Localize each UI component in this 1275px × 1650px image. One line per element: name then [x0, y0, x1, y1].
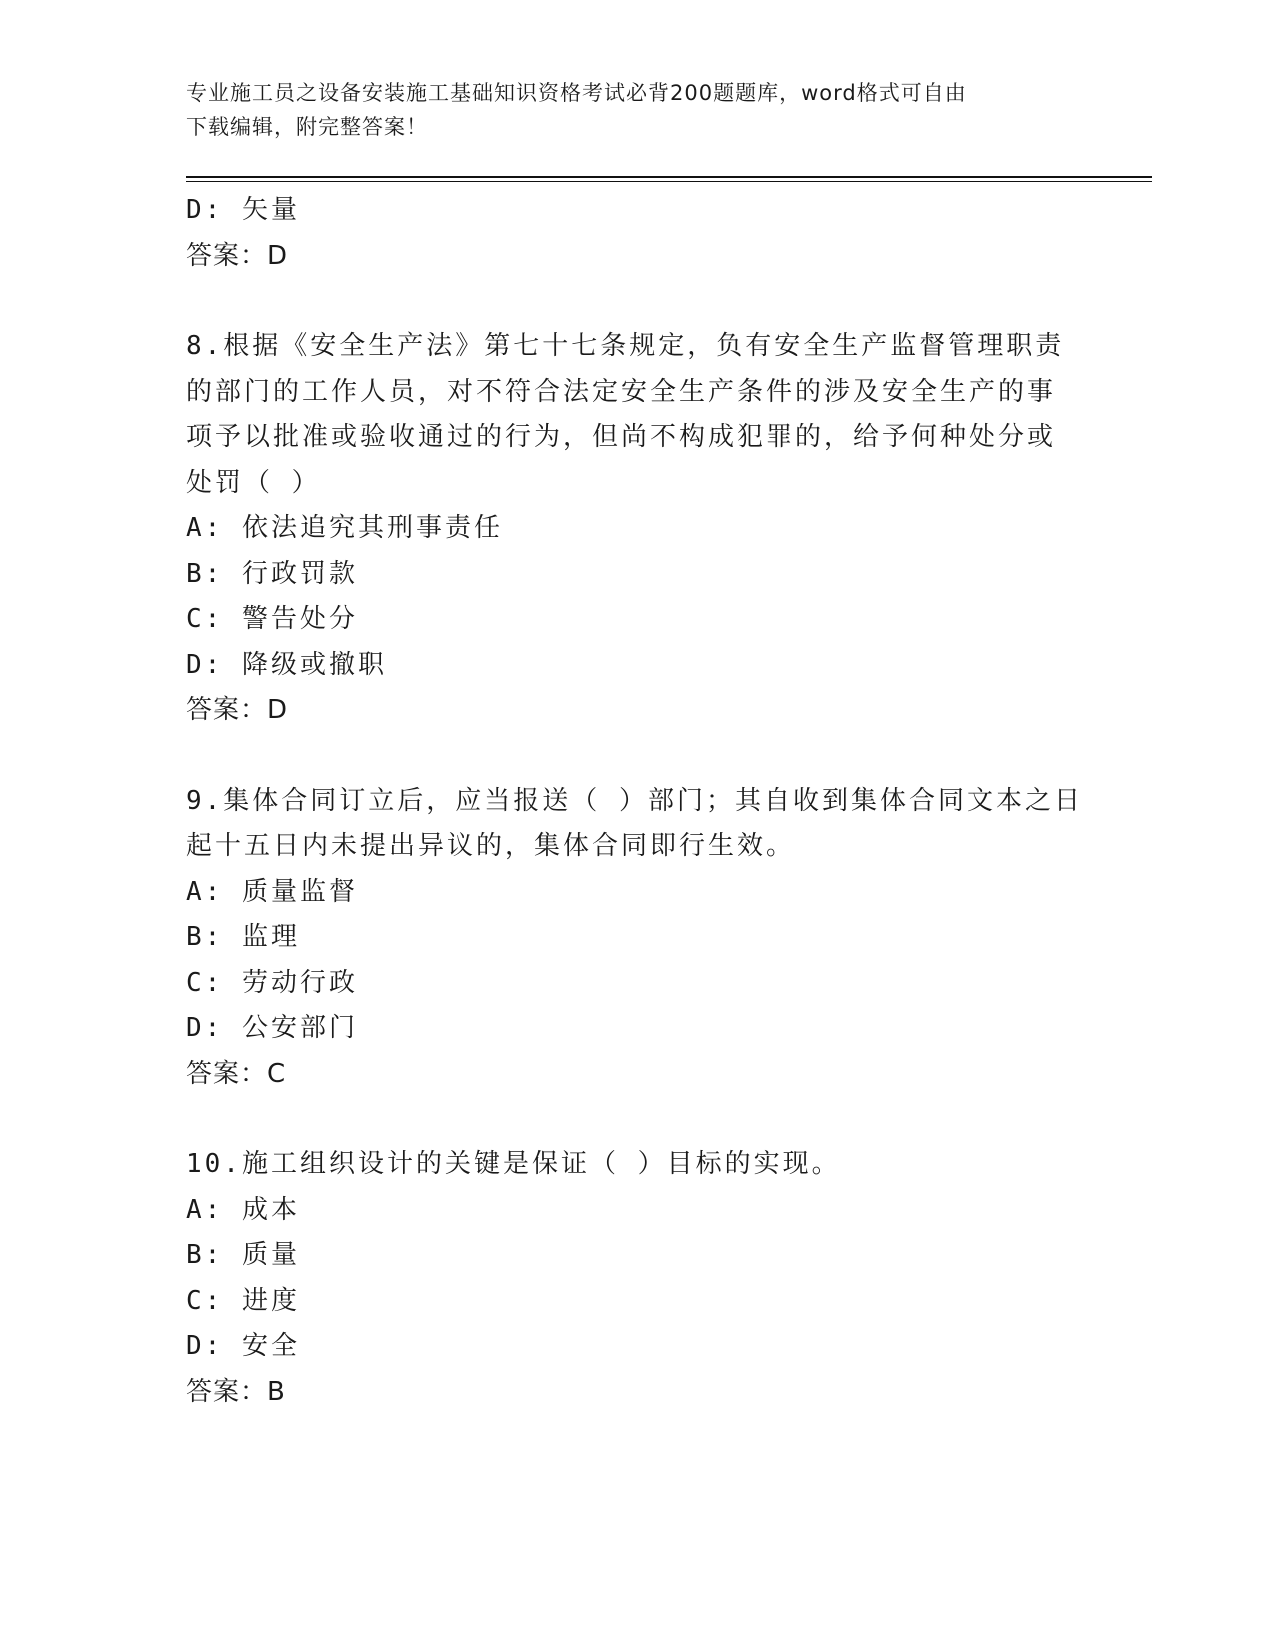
header-line-1: 专业施工员之设备安装施工基础知识资格考试必背200题题库，word格式可自由 [186, 81, 967, 105]
question-10-option-a: A: 成本 [186, 1194, 300, 1225]
question-content [186, 188, 1086, 1415]
spacer [186, 279, 1086, 324]
question-8-text-line-1: 8.根据《安全生产法》第七十七条规定，负有安全生产监督管理职责 [186, 331, 1065, 361]
question-10-text-line-1: 10.施工组织设计的关键是保证（ ）目标的实现。 [186, 1149, 841, 1179]
spacer [186, 734, 1086, 779]
question-10-option-b: B: 质量 [186, 1240, 300, 1270]
question-10 [186, 1142, 1086, 1415]
question-10-option-d: D: 安全 [186, 1331, 300, 1361]
question-8-option-b: B: 行政罚款 [186, 558, 358, 589]
question-9-option-c: C: 劳动行政 [186, 967, 358, 998]
question-8-option-a: A: 依法追究其刑事责任 [186, 513, 503, 543]
question-10-option-c: C: 进度 [186, 1285, 300, 1316]
spacer [186, 1097, 1086, 1142]
question-9-option-d: D: 公安部门 [186, 1013, 358, 1043]
question-8-text-line-3: 项予以批准或验收通过的行为，但尚不构成犯罪的，给予何种处分或 [186, 422, 1057, 452]
question-9-answer: 答案：C [186, 1058, 287, 1089]
question-9-text-line-2: 起十五日内未提出异议的，集体合同即行生效。 [186, 831, 796, 861]
document-header [186, 76, 1066, 144]
question-9-option-a: A: 质量监督 [186, 876, 358, 907]
question-10-answer: 答案：B [186, 1376, 286, 1407]
question-8-text-line-4: 处罚（ ） [186, 467, 321, 498]
question-9 [186, 779, 1086, 1098]
header-divider-thick [186, 176, 1152, 178]
question-8-option-d: D: 降级或撤职 [186, 649, 387, 680]
header-divider-thin [186, 181, 1152, 182]
question-8-answer: 答案：D [186, 695, 289, 725]
header-line-2: 下载编辑，附完整答案！ [186, 115, 428, 139]
question-8 [186, 324, 1086, 734]
question-9-option-b: B: 监理 [186, 922, 300, 952]
prev-question-option-d: D: 矢量 [186, 195, 300, 225]
question-9-text-line-1: 9.集体合同订立后，应当报送（ ）部门；其自收到集体合同文本之日 [186, 785, 1083, 816]
prev-question-answer: 答案：D [186, 240, 289, 271]
question-8-option-c: C: 警告处分 [186, 604, 358, 634]
question-8-text-line-2: 的部门的工作人员，对不符合法定安全生产条件的涉及安全生产的事 [186, 376, 1057, 407]
